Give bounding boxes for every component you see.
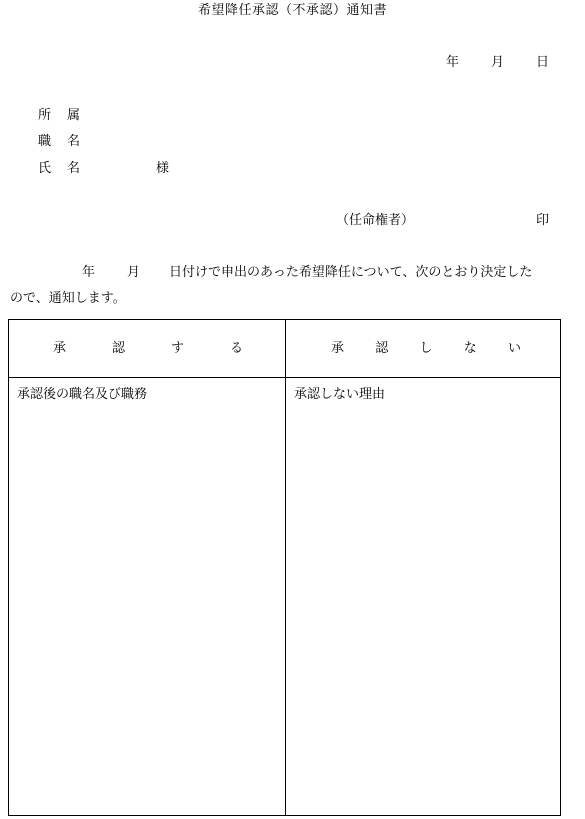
approve-header-char-2: 認 xyxy=(111,341,125,356)
date-day-label: 日 xyxy=(536,55,550,70)
body-line1-text: 日付けで申出のあった希望降任について、次のとおり決定した xyxy=(169,265,533,280)
deny-header-char-3: し xyxy=(419,341,433,356)
affiliation-label-char-1: 所 xyxy=(38,108,52,123)
approve-column-header xyxy=(53,341,243,357)
approve-header-char-1: 承 xyxy=(53,341,67,356)
deny-header-char-4: な xyxy=(463,341,477,356)
name-label-char-2: 名 xyxy=(67,161,81,176)
notice-body-line-2: ので、通知します。 xyxy=(10,291,126,306)
table-column-divider xyxy=(285,320,286,815)
appointer-label: （任命権者） xyxy=(336,213,415,228)
position-label-char-2: 名 xyxy=(67,134,81,149)
affiliation-row xyxy=(38,108,80,124)
date-line xyxy=(446,55,549,71)
approve-header-char-3: す xyxy=(170,341,184,356)
body-year-label: 年 xyxy=(82,265,96,280)
approve-field-label: 承認後の職名及び職務 xyxy=(17,387,148,402)
deny-field-label: 承認しない理由 xyxy=(294,387,386,402)
deny-header-char-1: 承 xyxy=(331,341,345,356)
name-row xyxy=(38,161,80,177)
deny-header-char-5: い xyxy=(507,341,521,356)
document-title: 希望降任承認（不承認）通知書 xyxy=(197,3,387,18)
table-header-divider xyxy=(9,377,560,378)
deny-column-header xyxy=(331,341,521,357)
deny-header-char-2: 認 xyxy=(375,341,389,356)
seal-mark: 印 xyxy=(536,213,550,228)
position-label-char-1: 職 xyxy=(38,134,52,149)
approve-header-char-4: る xyxy=(229,341,243,356)
name-label-char-1: 氏 xyxy=(38,161,52,176)
date-month-label: 月 xyxy=(491,55,505,70)
position-row xyxy=(38,134,80,150)
affiliation-label-char-2: 属 xyxy=(67,108,81,123)
honorific-label: 様 xyxy=(156,161,170,176)
body-month-label: 月 xyxy=(127,265,141,280)
date-year-label: 年 xyxy=(446,55,460,70)
decision-table xyxy=(8,319,561,816)
notice-body-line-1 xyxy=(82,265,532,281)
